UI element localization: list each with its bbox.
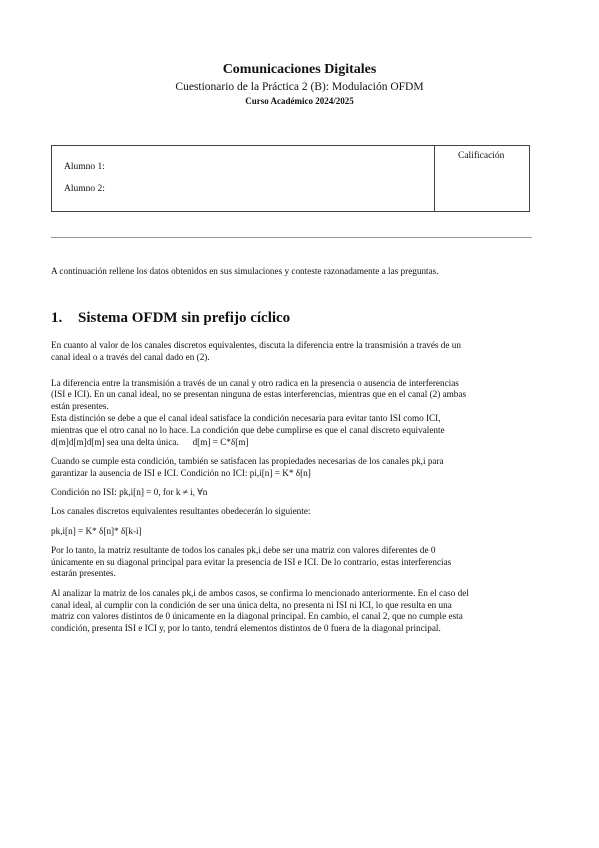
horizontal-rule [51, 237, 532, 238]
text-line: pk,i[n] = K* δ[n]* δ[k-i] [51, 525, 142, 536]
grade-label: Calificación [458, 151, 505, 161]
question-paragraph [51, 340, 551, 364]
text-line: Esta distinción se debe a que el canal ideal satisface la condición necesaria para evitar tanto ISI como ICI, [51, 412, 441, 423]
answer-paragraph [51, 545, 551, 580]
answer-paragraph [51, 456, 551, 480]
intro-text: A continuación rellene los datos obtenidos en sus simulaciones y conteste razonadamente a las preguntas. [51, 266, 439, 276]
document-subtitle: Cuestionario de la Práctica 2 (B): Modulación OFDM [175, 81, 424, 93]
text-line: Cuando se cumple esta condición, también se satisfacen las propiedades necesarias de los canales pk,i para [51, 455, 444, 466]
text-line: Por lo tanto, la matriz resultante de todos los canales pk,i debe ser una matriz con valores diferentes de 0 [51, 544, 436, 555]
answer-paragraph [51, 588, 551, 635]
section-heading [51, 310, 290, 327]
section-content [51, 340, 551, 642]
text-line: Condición no ISI: pk,i[n] = 0, for k ≠ i, ∀n [51, 486, 208, 497]
text-line: condición, presenta ISI e ICI y, por lo tanto, tendrá elementos distintos de 0 fuera de la diagonal principal. [51, 623, 441, 634]
box-divider [434, 146, 435, 211]
answer-paragraph [51, 487, 551, 499]
text-line: mientras que el otro canal no lo hace. La condición que debe cumplirse es que el canal discreto equivalente [51, 424, 445, 435]
text-line: La diferencia entre la transmisión a través de un canal y otro radica en la presencia o ausencia de interferencias [51, 377, 459, 388]
text-line: (ISI e ICI). En un canal ideal, no se presentan ninguna de estas interferencias, mientras que en el canal (2) ambas [51, 389, 467, 400]
text-line: canal ideal, al cumplir con la condición de ser una única delta, no presenta ni ISI ni ICI, lo que resulta en una [51, 599, 452, 610]
section-title: Sistema OFDM sin prefijo cíclico [78, 310, 291, 326]
answer-paragraph [51, 526, 551, 538]
section-number: 1. [51, 310, 63, 326]
text-line: En cuanto al valor de los canales discretos equivalentes, discuta la diferencia entre la transmisión a través de un [51, 340, 461, 350]
text-line: Al analizar la matriz de los canales pk,i de ambos casos, se confirma lo mencionado anteriormente. En el caso del [51, 587, 469, 598]
student-info-box [51, 145, 530, 212]
text-line: Los canales discretos equivalentes resultantes obedecerán lo siguiente: [51, 506, 311, 517]
academic-year: Curso Académico 2024/2025 [245, 96, 354, 106]
document-title: Comunicaciones Digitales [222, 62, 377, 77]
text-line: están presentes. [51, 401, 109, 412]
text-line: únicamente en su diagonal principal para evitar la presencia de ISI e ICI. De lo contrario, estas interferencias [51, 556, 452, 567]
answer-paragraph [51, 506, 551, 518]
text-line: d[m]d[m]d[m] sea una delta única. d[m] = C*δ[m] [51, 436, 249, 447]
text-line: estarán presentes. [51, 568, 116, 579]
text-line: garantizar la ausencia de ISI e ICI. Condición no ICI: pi,i[n] = K* δ[n] [51, 467, 311, 478]
student2-label: Alumno 2: [64, 184, 105, 194]
student1-label: Alumno 1: [64, 162, 105, 172]
answer-paragraph [51, 378, 551, 449]
text-line: matriz con valores distintos de 0 únicamente en la diagonal principal. En cambio, el canal 2, que no cumple esta [51, 611, 463, 622]
text-line: canal ideal o a través del canal dado en (2). [51, 351, 210, 362]
